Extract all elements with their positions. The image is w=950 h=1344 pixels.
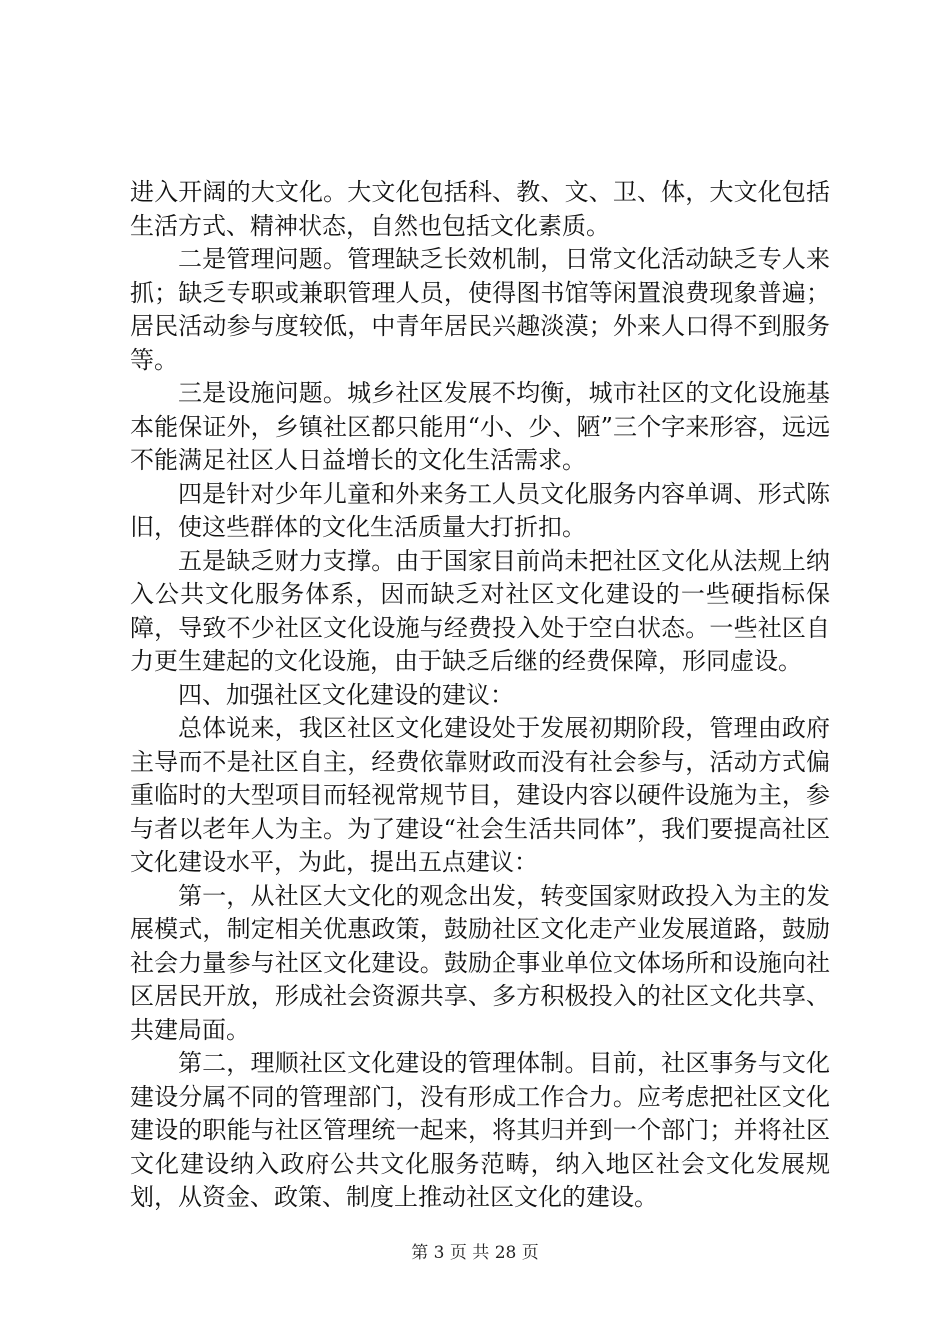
paragraph-1: 进入开阔的大文化。大文化包括科、教、文、卫、体，大文化包括生活方式、精神状态，自然也包括文化素质。 bbox=[130, 178, 830, 240]
paragraph-9: 第二，理顺社区文化建设的管理体制。目前，社区事务与文化建设分属不同的管理部门，没有形成工作合力。应考虑把社区文化建设的职能与社区管理统一起来，将其归并到一个部门；并将社区文化建设纳入政府公共文化服务范畴，纳入地区社会文化发展规划，从资金、政策、制度上推动社区文化的建设。 bbox=[130, 1049, 830, 1211]
paragraph-3: 三是设施问题。城乡社区发展不均衡，城市社区的文化设施基本能保证外，乡镇社区都只能用“小、少、陋”三个字来形容，远远不能满足社区人日益增长的文化生活需求。 bbox=[130, 379, 830, 474]
paragraph-4: 四是针对少年儿童和外来务工人员文化服务内容单调、形式陈旧，使这些群体的文化生活质量大打折扣。 bbox=[130, 479, 830, 541]
paragraph-5: 五是缺乏财力支撑。由于国家目前尚未把社区文化从法规上纳入公共文化服务体系，因而缺乏对社区文化建设的一些硬指标保障，导致不少社区文化设施与经费投入处于空白状态。一些社区自力更生建起的文化设施，由于缺乏后继的经费保障，形同虚设。 bbox=[130, 546, 830, 675]
section-heading: 四、加强社区文化建设的建议： bbox=[178, 680, 514, 709]
page-footer: 第 3 页 共 28 页 bbox=[411, 1243, 539, 1263]
paragraph-8: 第一，从社区大文化的观念出发，转变国家财政投入为主的发展模式，制定相关优惠政策，鼓励社区文化走产业发展道路，鼓励社会力量参与社区文化建设。鼓励企事业单位文体场所和设施向社区居民开放，形成社会资源共享、多方积极投入的社区文化共享、共建局面。 bbox=[130, 881, 830, 1044]
document-body bbox=[130, 176, 830, 1215]
paragraph-2: 二是管理问题。管理缺乏长效机制，日常文化活动缺乏专人来抓；缺乏专职或兼职管理人员，使得图书馆等闲置浪费现象普遍；居民活动参与度较低，中青年居民兴趣淡漠；外来人口得不到服务等。 bbox=[130, 245, 830, 374]
paragraph-7: 总体说来，我区社区文化建设处于发展初期阶段，管理由政府主导而不是社区自主，经费依靠财政而没有社会参与，活动方式偏重临时的大型项目而轻视常规节目，建设内容以硬件设施为主，参与者以老年人为主。为了建设“社会生活共同体”，我们要提高社区文化建设水平，为此，提出五点建议： bbox=[130, 714, 830, 876]
